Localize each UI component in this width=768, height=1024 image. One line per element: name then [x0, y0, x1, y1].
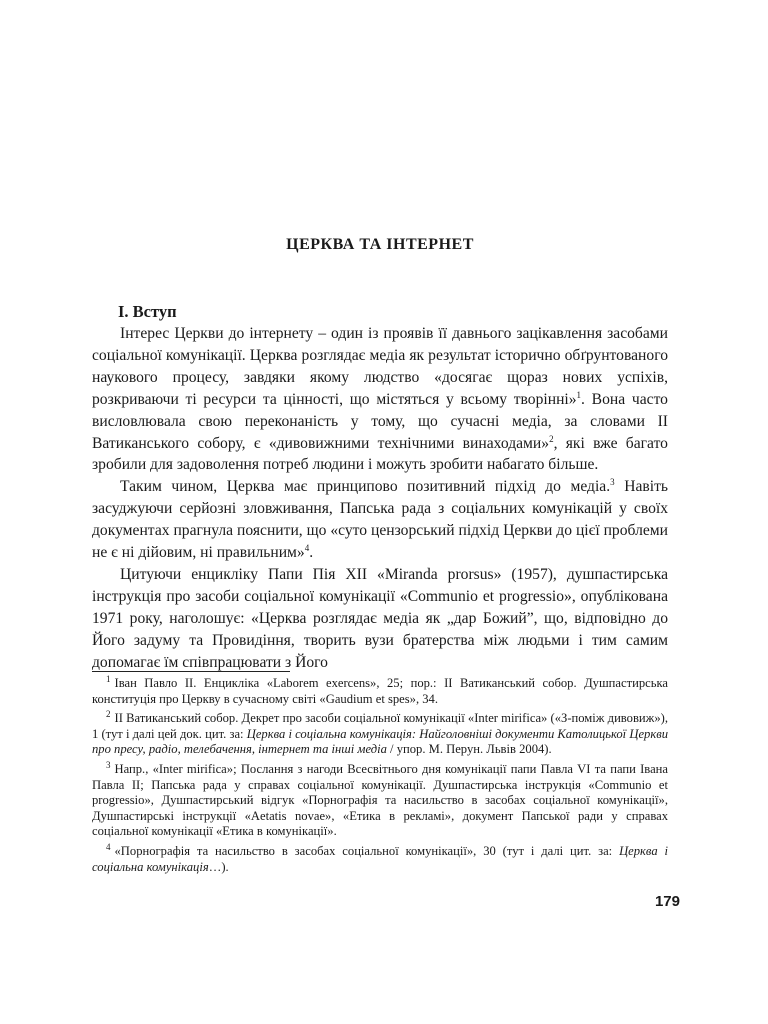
paragraph-1-text-c: , які вже багато зробили для задоволення потреб людини і можуть зробити набагато більше.: [92, 434, 668, 474]
body-text: [92, 323, 668, 674]
footnote-number-4: 4: [106, 841, 111, 852]
footnotes: [92, 673, 668, 879]
paragraph-1-text-b: . Вона часто висловлювала свою переконаність у тому, що сучасні медіа, за словами ІІ Ватиканського собору, є «дивовижними технічними винаходами»: [92, 390, 668, 452]
footnote-ref-2: 2: [549, 433, 554, 444]
footnote-separator: [92, 671, 290, 672]
footnote-4-text-a: «Порнографія та насильство в засобах соціальної комунікації», 30 (тут і далі цит. за:: [114, 843, 620, 858]
paragraph-2: [92, 476, 668, 564]
footnote-2-italic-title: Церква і соціальна комунікація: Найголовніші документи Католицької Церкви про пресу, радіо, телебачення, інтернет та інші медіа: [92, 726, 668, 757]
page-number: 179: [654, 893, 680, 910]
paragraph-3: Цитуючи енцикліку Папи Пія ХІІ «Miranda prorsus» (1957), душпастирська інструкція про засоби соціальної комунікації «Communio et progressio», опублікована 1971 року, наголошує: «Церква розглядає медіа як „дар Божий”, що, відповідно до Його задуму та Провидіння, творить вузи братерства між людьми і тим самим допомагає їм співпрацювати з Його: [92, 565, 668, 671]
footnote-number-3: 3: [106, 759, 111, 770]
paragraph-1: [92, 323, 668, 476]
footnote-ref-3: 3: [610, 477, 615, 488]
paragraph-2-text-c: .: [309, 544, 314, 562]
chapter-title: ЦЕРКВА ТА ІНТЕРНЕТ: [286, 236, 474, 253]
footnote-ref-1: 1: [576, 389, 582, 400]
footnote-ref-4: 4: [304, 542, 310, 553]
footnote-2: [92, 711, 668, 758]
footnote-4-italic-title: Церква і соціальна комунікація: [92, 843, 668, 874]
paragraph-2-text-b: Навіть засуджуючи серйозні зловживання, Папська рада з соціальних комунікацій у своїх документах прагнула пояснити, що «суто цензорський підхід Церкви до цієї проблеми не є ні дійовим, ні правильним»: [92, 478, 669, 562]
footnote-number-2: 2: [106, 709, 111, 719]
footnote-3: [92, 759, 668, 840]
paragraph-1-text-a: Інтерес Церкви до інтернету – один із проявів її давнього зацікавлення засобами соціальної комунікації. Церква розглядає медіа як результат історично обґрунтованого наукового процесу, завдяки якому людство «досягає щораз нових успіхів, розкриваючи ті ресурси та цінності, що містяться у всьому творінні»: [92, 325, 668, 408]
footnote-number-1: 1: [106, 673, 111, 684]
section-heading: І. Вступ: [118, 302, 177, 321]
footnote-1: [92, 673, 668, 707]
footnote-2-text-a: ІІ Ватиканський собор. Декрет про засоби соціальної комунікації «Inter mirifica» («З-поміж дивовиж»), 1 (тут і далі цей док. цит. за:: [92, 711, 668, 741]
footnote-4: [92, 841, 668, 875]
footnote-3-text: Напр., «Inter mirifica»; Послання з нагоди Всесвітнього дня комунікації папи Павла VI та папи Івана Павла ІІ; Папська рада у справах соціальної комунікації. Душпастирська інструкція «Communio et progressio», Душпастирський відгук «Порнографія та насильство в засобах соціальної комунікації», Душпастирські інструкції «Aetatis novae», «Етика в рекламі», документ Папської ради у справах соціальної комунікації «Етика в комунікації».: [92, 761, 668, 839]
footnote-1-text: Іван Павло ІІ. Енцикліка «Laborem exercens», 25; пор.: ІІ Ватиканський собор. Душпастирська конституція про Церкву в сучасному світі «Gaudium et spes», 34.: [92, 676, 668, 706]
footnote-2-text-b: / упор. М. Перун. Львів 2004).: [386, 742, 552, 757]
paragraph-2-text-a: Таким чином, Церква має принципово позитивний підхід до медіа.: [120, 478, 611, 496]
footnote-4-text-b: …).: [208, 859, 229, 874]
